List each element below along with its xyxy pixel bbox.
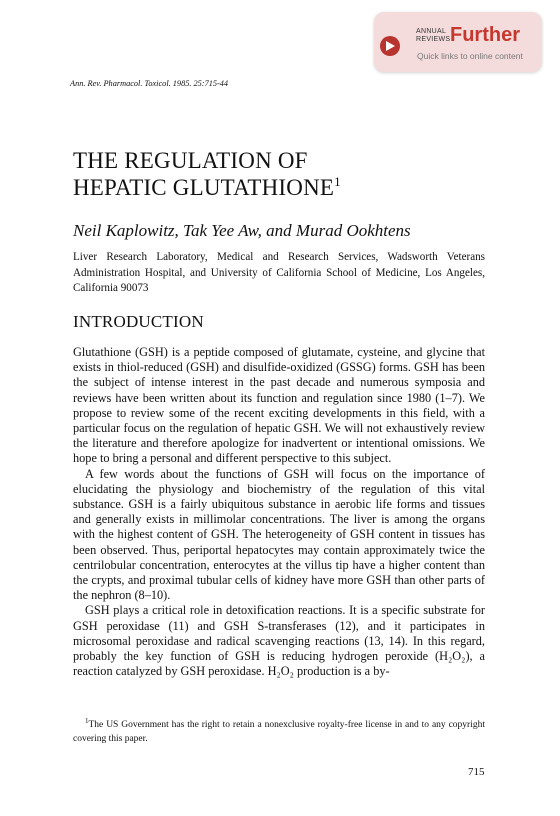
title-footnote-marker: 1 xyxy=(334,174,341,189)
play-icon xyxy=(380,36,400,56)
annual-reviews-line1: ANNUAL xyxy=(416,28,447,35)
journal-citation: Ann. Rev. Pharmacol. Toxicol. 1985. 25:715-44 xyxy=(70,79,229,88)
further-banner[interactable] xyxy=(374,12,542,72)
article-title xyxy=(73,147,341,201)
paragraph: A few words about the functions of GSH will focus on the importance of elucidating the physiology and biochemistry of the regulation of this vital substance. GSH is a fairly ubiquitous substance in aerobic life forms and tissues and generally exists in millimolar concentrations. The liver is among the organs with the highest content of GSH. The heterogeneity of GSH content in tissues has been observed. Thus, periportal hepatocytes may contain approximately twice the centrilobular concentration, enterocytes at the villus tip have a higher content than the crypts, and proximal tubular cells of kidney have more GSH than other parts of the nephron (8–10). xyxy=(73,466,485,603)
paragraph: Glutathione (GSH) is a peptide composed of glutamate, cysteine, and glycine that exists in thiol-reduced (GSH) and disulfide-oxidized (GSSG) forms. GSH has been the subject of intense interest in the past decade and numerous symposia and reviews have been written about its function and regulation since 1980 (1–7). We propose to review some of the recent exciting developments in this field, with a particular focus on the regulation of hepatic GSH. We will not exhaustively review the literature and therefore apologize for inadvertent or intentional omissions. We hope to bring a personal and different perspective to this subject. xyxy=(73,345,485,466)
section-heading: INTRODUCTION xyxy=(73,312,204,331)
paragraph: GSH plays a critical role in detoxification reactions. It is a specific substrate for GSH peroxidase (11) and GSH S-transferases (12), and it participates in microsomal peroxidase and radical scavenging reactions (13, 14). In this regard, probably the key function of GSH is reducing hydrogen peroxide (H₂O₂), a reaction catalyzed by GSH peroxidase. H₂O₂ production is a by- xyxy=(73,603,485,679)
footnote xyxy=(73,715,485,746)
author-list: Neil Kaplowitz, Tak Yee Aw, and Murad Ookhtens xyxy=(73,221,411,240)
page-number: 715 xyxy=(468,766,485,778)
annual-reviews-line2: REVIEWS xyxy=(416,36,451,43)
author-affiliation: Liver Research Laboratory, Medical and Research Services, Wadsworth Veterans Administration Hospital, and University of California School of Medicine, Los Angeles, California 90073 xyxy=(73,251,485,294)
article-body xyxy=(73,345,485,679)
further-label: Further xyxy=(450,24,520,46)
quick-links-tagline: Quick links to online content xyxy=(417,51,523,61)
footnote-text: The US Government has the right to retain a nonexclusive royalty-free license in and to any copyright covering this paper. xyxy=(73,720,485,744)
footnote-marker: 1 xyxy=(85,717,89,725)
title-line-1: THE REGULATION OF xyxy=(73,148,308,173)
title-line-2: HEPATIC GLUTATHIONE xyxy=(73,175,335,200)
